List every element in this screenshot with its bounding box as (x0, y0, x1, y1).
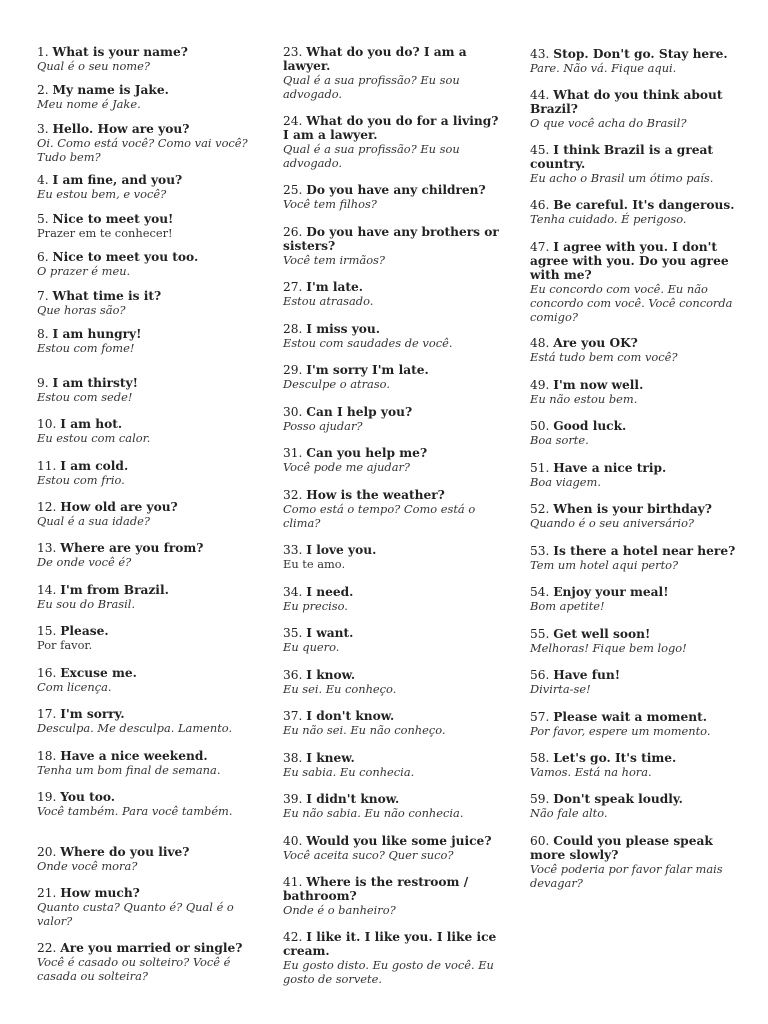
phrase-entry (37, 666, 259, 694)
phrase-number: 27. (283, 280, 303, 294)
portuguese-translation: Você poderia por favor falar mais devagar? (530, 862, 723, 890)
english-phrase: Do you have any brothers or sisters? (283, 225, 499, 253)
phrase-entry (530, 461, 750, 489)
phrase-entry (530, 668, 750, 696)
phrase-number: 50. (530, 419, 550, 433)
phrase-number: 10. (37, 417, 57, 431)
english-phrase: Where is the restroom / bathroom? (283, 875, 469, 903)
english-phrase: I'm sorry I'm late. (306, 363, 429, 377)
phrase-entry (530, 198, 750, 226)
phrase-number: 4. (37, 173, 49, 187)
english-phrase: How much? (60, 886, 140, 900)
phrase-number: 58. (530, 751, 550, 765)
phrase-entry (530, 143, 750, 185)
portuguese-translation: Eu sou do Brasil. (37, 597, 136, 611)
phrase-entry (37, 122, 259, 164)
portuguese-translation: Eu sabia. Eu conhecia. (283, 765, 415, 779)
english-phrase: Where are you from? (60, 541, 204, 555)
phrase-entry (530, 502, 750, 530)
phrase-entry (37, 45, 259, 73)
portuguese-translation: Qual é a sua profissão? Eu sou advogado. (283, 73, 460, 101)
portuguese-translation: Eu gosto disto. Eu gosto de você. Eu gosto de sorvete. (283, 958, 494, 986)
portuguese-translation: Estou atrasado. (283, 294, 374, 308)
phrase-number: 15. (37, 624, 57, 638)
phrase-number: 6. (37, 250, 49, 264)
phrase-entry (37, 250, 259, 278)
phrase-number: 40. (283, 834, 303, 848)
phrase-entry (283, 626, 505, 654)
portuguese-translation: Boa sorte. (530, 433, 589, 447)
phrase-number: 52. (530, 502, 550, 516)
phrase-entry (530, 378, 750, 406)
phrase-number: 2. (37, 83, 49, 97)
phrase-entry (283, 405, 505, 433)
phrase-entry (283, 834, 505, 862)
portuguese-translation: Por favor. (37, 638, 93, 652)
portuguese-translation: Eu sei. Eu conheço. (283, 682, 397, 696)
english-phrase: Do you have any children? (306, 183, 486, 197)
phrase-entry (37, 376, 259, 404)
phrase-entry (283, 930, 505, 986)
portuguese-translation: Eu não estou bem. (530, 392, 638, 406)
portuguese-translation: De onde você é? (37, 555, 132, 569)
portuguese-translation: Você tem irmãos? (283, 253, 386, 267)
english-phrase: I'm late. (306, 280, 363, 294)
phrase-number: 37. (283, 709, 303, 723)
phrase-entry (37, 212, 259, 240)
portuguese-translation: Pare. Não vá. Fique aqui. (530, 61, 677, 75)
portuguese-translation: Por favor, espere um momento. (530, 724, 711, 738)
phrase-entry (37, 459, 259, 487)
phrase-number: 31. (283, 446, 303, 460)
english-phrase: Would you like some juice? (306, 834, 492, 848)
phrase-entry (283, 792, 505, 820)
phrase-number: 46. (530, 198, 550, 212)
english-phrase: I knew. (306, 751, 355, 765)
portuguese-translation: Eu estou bem, e você? (37, 187, 167, 201)
phrase-number: 39. (283, 792, 303, 806)
phrase-number: 20. (37, 845, 57, 859)
english-phrase: How is the weather? (306, 488, 445, 502)
phrase-entry (37, 845, 259, 873)
phrase-entry (283, 225, 505, 267)
phrase-entry (530, 544, 750, 572)
phrase-entry (530, 336, 750, 364)
english-phrase: I'm from Brazil. (60, 583, 169, 597)
phrase-number: 5. (37, 212, 49, 226)
phrase-entry (530, 751, 750, 779)
english-phrase: What do you think about Brazil? (530, 88, 723, 116)
phrase-number: 16. (37, 666, 57, 680)
portuguese-translation: Não fale alto. (530, 806, 608, 820)
english-phrase: I want. (306, 626, 354, 640)
portuguese-translation: Como está o tempo? Como está o clima? (283, 502, 476, 530)
phrase-number: 9. (37, 376, 49, 390)
phrase-entry (530, 792, 750, 820)
phrase-number: 19. (37, 790, 57, 804)
english-phrase: Can I help you? (306, 405, 413, 419)
phrase-number: 42. (283, 930, 303, 944)
english-phrase: I am hungry! (52, 327, 142, 341)
phrase-entry (283, 322, 505, 350)
portuguese-translation: Eu concordo com você. Eu não concordo com você. Você concorda comigo? (530, 282, 733, 324)
portuguese-translation: Eu estou com calor. (37, 431, 151, 445)
english-phrase: Where do you live? (60, 845, 190, 859)
english-phrase: How old are you? (60, 500, 178, 514)
phrase-entry (283, 709, 505, 737)
phrase-number: 23. (283, 45, 303, 59)
phrase-number: 21. (37, 886, 57, 900)
portuguese-translation: Desculpa. Me desculpa. Lamento. (37, 721, 233, 735)
phrase-entry (283, 585, 505, 613)
english-phrase: Excuse me. (60, 666, 137, 680)
english-phrase: I miss you. (306, 322, 381, 336)
portuguese-translation: Está tudo bem com você? (530, 350, 678, 364)
portuguese-translation: Você é casado ou solteiro? Você é casada ou solteira? (37, 955, 231, 983)
english-phrase: I'm sorry. (60, 707, 125, 721)
portuguese-translation: Tenha um bom final de semana. (37, 763, 221, 777)
phrase-number: 12. (37, 500, 57, 514)
portuguese-translation: Você aceita suco? Quer suco? (283, 848, 454, 862)
english-phrase: Have fun! (553, 668, 621, 682)
phrase-number: 29. (283, 363, 303, 377)
english-phrase: Can you help me? (306, 446, 428, 460)
phrase-number: 18. (37, 749, 57, 763)
phrase-entry (37, 583, 259, 611)
portuguese-translation: Boa viagem. (530, 475, 601, 489)
english-phrase: Please. (60, 624, 109, 638)
phrase-entry (530, 88, 750, 130)
portuguese-translation: Com licença. (37, 680, 112, 694)
portuguese-translation: Qual é a sua idade? (37, 514, 150, 528)
portuguese-translation: Estou com frio. (37, 473, 125, 487)
english-phrase: I am thirsty! (52, 376, 138, 390)
phrase-entry (530, 834, 750, 890)
portuguese-translation: Posso ajudar? (283, 419, 363, 433)
portuguese-translation: Qual é o seu nome? (37, 59, 150, 73)
portuguese-translation: Eu não sei. Eu não conheço. (283, 723, 446, 737)
phrase-number: 14. (37, 583, 57, 597)
phrase-number: 34. (283, 585, 303, 599)
english-phrase: I didn't know. (306, 792, 400, 806)
phrase-number: 59. (530, 792, 550, 806)
english-phrase: Have a nice trip. (553, 461, 667, 475)
portuguese-translation: Estou com sede! (37, 390, 133, 404)
portuguese-translation: O prazer é meu. (37, 264, 131, 278)
phrase-entry (37, 83, 259, 111)
english-phrase: I know. (306, 668, 356, 682)
phrase-number: 22. (37, 941, 57, 955)
phrase-number: 56. (530, 668, 550, 682)
portuguese-translation: Onde você mora? (37, 859, 138, 873)
english-phrase: You too. (60, 790, 116, 804)
portuguese-translation: O que você acha do Brasil? (530, 116, 687, 130)
english-phrase: Are you OK? (553, 336, 638, 350)
phrase-entry (283, 446, 505, 474)
phrase-number: 26. (283, 225, 303, 239)
phrase-number: 11. (37, 459, 57, 473)
phrase-entry (37, 624, 259, 652)
english-phrase: My name is Jake. (52, 83, 169, 97)
portuguese-translation: Onde é o banheiro? (283, 903, 396, 917)
phrase-number: 44. (530, 88, 550, 102)
english-phrase: What time is it? (52, 289, 162, 303)
english-phrase: Let's go. It's time. (553, 751, 677, 765)
portuguese-translation: Meu nome é Jake. (37, 97, 141, 111)
english-phrase: Stop. Don't go. Stay here. (553, 47, 728, 61)
english-phrase: What do you do? I am a lawyer. (283, 45, 467, 73)
phrase-number: 35. (283, 626, 303, 640)
phrase-entry (283, 45, 505, 101)
phrase-number: 41. (283, 875, 303, 889)
english-phrase: I need. (306, 585, 354, 599)
english-phrase: I love you. (306, 543, 377, 557)
portuguese-translation: Você tem filhos? (283, 197, 377, 211)
phrase-entry (283, 875, 505, 917)
phrase-number: 25. (283, 183, 303, 197)
english-phrase: Please wait a moment. (553, 710, 708, 724)
portuguese-translation: Bom apetite! (530, 599, 605, 613)
phrase-entry (283, 751, 505, 779)
phrase-number: 48. (530, 336, 550, 350)
phrase-entry (283, 114, 505, 170)
english-phrase: I'm now well. (553, 378, 644, 392)
portuguese-translation: Tenha cuidado. É perigoso. (530, 212, 687, 226)
english-phrase: What do you do for a living? I am a lawyer. (283, 114, 499, 142)
english-phrase: I like it. I like you. I like ice cream. (283, 930, 497, 958)
phrase-entry (283, 363, 505, 391)
portuguese-translation: Estou com saudades de você. (283, 336, 453, 350)
english-phrase: I don't know. (306, 709, 395, 723)
english-phrase: Have a nice weekend. (60, 749, 208, 763)
phrase-entry (37, 327, 259, 355)
phrase-number: 51. (530, 461, 550, 475)
phrase-number: 55. (530, 627, 550, 641)
portuguese-translation: Eu não sabia. Eu não conhecia. (283, 806, 464, 820)
phrase-number: 57. (530, 710, 550, 724)
phrase-number: 54. (530, 585, 550, 599)
phrase-entry (37, 500, 259, 528)
phrase-entry (37, 173, 259, 201)
phrase-number: 17. (37, 707, 57, 721)
phrase-entry (530, 47, 750, 75)
phrase-entry (37, 417, 259, 445)
english-phrase: I think Brazil is a great country. (530, 143, 714, 171)
phrase-number: 60. (530, 834, 550, 848)
phrase-number: 3. (37, 122, 49, 136)
portuguese-translation: Divirta-se! (530, 682, 591, 696)
phrase-entry (530, 710, 750, 738)
portuguese-translation: Eu acho o Brasil um ótimo país. (530, 171, 714, 185)
phrase-number: 53. (530, 544, 550, 558)
english-phrase: Don't speak loudly. (553, 792, 683, 806)
phrase-number: 30. (283, 405, 303, 419)
portuguese-translation: Qual é a sua profissão? Eu sou advogado. (283, 142, 460, 170)
english-phrase: Nice to meet you too. (52, 250, 199, 264)
phrase-entry (283, 543, 505, 571)
portuguese-translation: Você também. Para você também. (37, 804, 233, 818)
portuguese-translation: Eu preciso. (283, 599, 348, 613)
english-phrase: Get well soon! (553, 627, 651, 641)
english-phrase: Be careful. It's dangerous. (553, 198, 735, 212)
phrase-number: 24. (283, 114, 303, 128)
phrase-number: 28. (283, 322, 303, 336)
phrase-entry (37, 941, 259, 983)
portuguese-translation: Quanto custa? Quanto é? Qual é o valor? (37, 900, 234, 928)
english-phrase: Nice to meet you! (52, 212, 174, 226)
phrase-entry (283, 488, 505, 530)
portuguese-translation: Vamos. Está na hora. (530, 765, 652, 779)
phrase-entry (37, 749, 259, 777)
english-phrase: I am fine, and you? (52, 173, 183, 187)
phrase-entry (37, 289, 259, 317)
portuguese-translation: Estou com fome! (37, 341, 135, 355)
phrase-number: 32. (283, 488, 303, 502)
phrase-entry (37, 707, 259, 735)
phrase-number: 33. (283, 543, 303, 557)
phrase-entry (37, 541, 259, 569)
phrase-number: 8. (37, 327, 49, 341)
phrase-entry (37, 886, 259, 928)
phrase-entry (283, 668, 505, 696)
english-phrase: Good luck. (553, 419, 627, 433)
portuguese-translation: Prazer em te conhecer! (37, 226, 173, 240)
english-phrase: I am hot. (60, 417, 123, 431)
phrase-number: 45. (530, 143, 550, 157)
phrase-number: 7. (37, 289, 49, 303)
phrase-entry (37, 790, 259, 818)
phrase-number: 36. (283, 668, 303, 682)
portuguese-translation: Melhoras! Fique bem logo! (530, 641, 687, 655)
phrase-entry (530, 627, 750, 655)
phrase-entry (283, 183, 505, 211)
english-phrase: When is your birthday? (553, 502, 712, 516)
phrase-entry (530, 585, 750, 613)
english-phrase: Hello. How are you? (52, 122, 190, 136)
phrase-entry (530, 240, 750, 324)
english-phrase: I agree with you. I don't agree with you. Do you agree with me? (530, 240, 729, 282)
portuguese-translation: Você pode me ajudar? (283, 460, 411, 474)
phrase-entry (283, 280, 505, 308)
phrase-number: 47. (530, 240, 550, 254)
english-phrase: I am cold. (60, 459, 129, 473)
phrase-number: 38. (283, 751, 303, 765)
portuguese-translation: Tem um hotel aqui perto? (530, 558, 679, 572)
english-phrase: Are you married or single? (60, 941, 243, 955)
portuguese-translation: Oi. Como está você? Como vai você? Tudo bem? (37, 136, 248, 164)
portuguese-translation: Desculpe o atraso. (283, 377, 390, 391)
portuguese-translation: Quando é o seu aniversário? (530, 516, 695, 530)
phrase-number: 49. (530, 378, 550, 392)
phrase-number: 1. (37, 45, 49, 59)
portuguese-translation: Que horas são? (37, 303, 126, 317)
english-phrase: Could you please speak more slowly? (530, 834, 713, 862)
phrase-entry (530, 419, 750, 447)
portuguese-translation: Eu quero. (283, 640, 340, 654)
phrase-number: 13. (37, 541, 57, 555)
phrase-number: 43. (530, 47, 550, 61)
english-phrase: Is there a hotel near here? (553, 544, 736, 558)
english-phrase: Enjoy your meal! (553, 585, 669, 599)
portuguese-translation: Eu te amo. (283, 557, 346, 571)
english-phrase: What is your name? (52, 45, 188, 59)
